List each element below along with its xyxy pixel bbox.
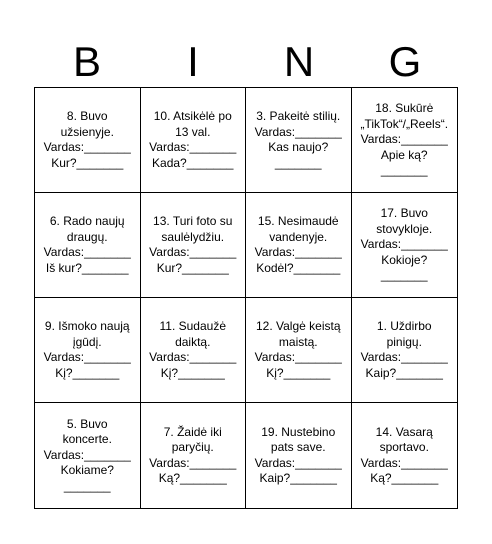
bingo-cell[interactable] [141, 193, 247, 298]
header-letter-b: B [72, 38, 101, 85]
cell-text: 19. Nustebino pats save. Vardas:_______ Kaip?_______ [254, 424, 342, 485]
cell-text: 13. Turi foto su saulėlydžiu. Vardas:_______ Kur?_______ [149, 214, 237, 275]
cell-text: 17. Buvo stovykloje. Vardas:_______ Kokioje? _______ [360, 206, 448, 283]
cell-text: 3. Pakeitė stilių. Vardas:_______ Kas naujo? _______ [254, 109, 342, 170]
cell-text: 14. Vasarą sportavo. Vardas:_______ Ką?_______ [360, 424, 448, 485]
bingo-cell[interactable] [141, 403, 247, 508]
bingo-cell[interactable] [246, 298, 352, 403]
cell-text: 1. Uždirbo pinigų. Vardas:_______ Kaip?_______ [360, 319, 448, 380]
cell-text: 15. Nesimaudė vandenyje. Vardas:_______ Kodėl?_______ [254, 214, 342, 275]
header-letter-g: G [388, 38, 422, 85]
bingo-cell[interactable] [352, 298, 458, 403]
cell-text: 8. Buvo užsienyje. Vardas:_______ Kur?_______ [43, 109, 131, 170]
cell-text: 9. Išmoko naują įgūdį. Vardas:_______ Kį?_______ [43, 319, 131, 380]
cell-text: 11. Sudaužė daiktą. Vardas:_______ Kį?_______ [149, 319, 237, 380]
bingo-cell[interactable] [141, 88, 247, 193]
header-letter-n: N [283, 38, 315, 85]
bingo-board [34, 87, 458, 509]
bingo-cell[interactable] [141, 298, 247, 403]
bingo-cell[interactable] [352, 193, 458, 298]
bingo-cell[interactable] [35, 193, 141, 298]
bingo-cell[interactable] [352, 403, 458, 508]
cell-text: 18. Sukūrė „TikTok“/„Reels“. Vardas:_______ Apie ką? _______ [360, 101, 449, 178]
bingo-cell[interactable] [35, 298, 141, 403]
bingo-cell[interactable] [352, 88, 458, 193]
cell-text: 5. Buvo koncerte. Vardas:_______ Kokiame? _______ [43, 416, 131, 493]
cell-text: 10. Atsikėlė po 13 val. Vardas:_______ Kada?_______ [149, 109, 237, 170]
cell-text: 7. Žaidė iki paryčių. Vardas:_______ Ką?_______ [149, 424, 237, 485]
header-letter-i: I [187, 38, 199, 85]
bingo-cell[interactable] [246, 193, 352, 298]
bingo-cell[interactable] [246, 88, 352, 193]
bingo-cell[interactable] [246, 403, 352, 508]
bingo-header [34, 40, 458, 84]
bingo-cell[interactable] [35, 88, 141, 193]
cell-text: 6. Rado naujų draugų. Vardas:_______ Iš kur?_______ [43, 214, 131, 275]
cell-text: 12. Valgė keistą maistą. Vardas:_______ Kį?_______ [254, 319, 342, 380]
bingo-cell[interactable] [35, 403, 141, 508]
